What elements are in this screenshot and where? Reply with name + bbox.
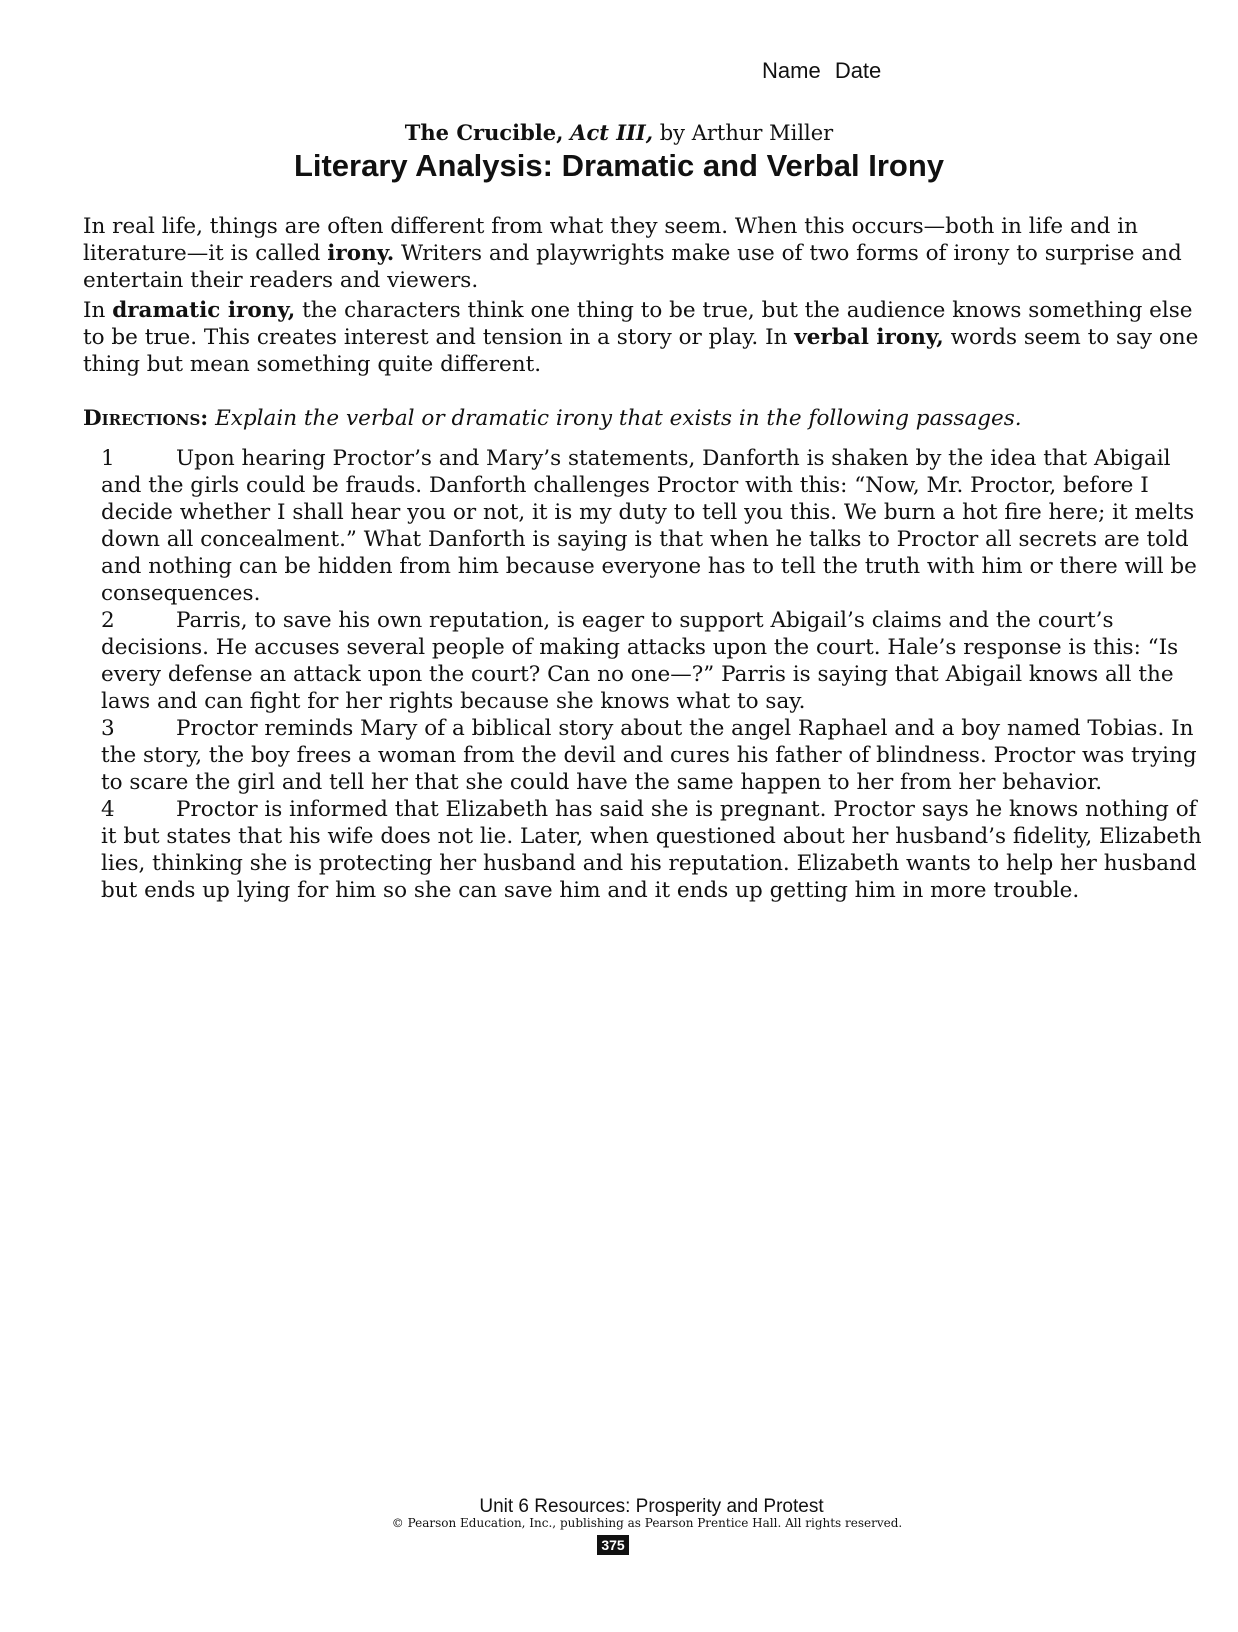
directions-text: Explain the verbal or dramatic irony that exists in the following passages. [215,406,1022,431]
intro1-text-a: In real life, things are often different from what they seem. When this occurs—both in life and in literature—it is called [83,214,1138,266]
name-label: Name [762,58,821,83]
question-answer: Parris, to save his own reputation, is eager to support Abigail’s claims and the court’s decisions. He accuses several people of making attacks upon the court. Hale’s response is this: “Is every defense an attack upon the court? Can no one—?” Parris is saying that Abigail knows all the laws and can fight for her rights because she knows what to say. [101,608,1179,714]
work-subtitle [0,120,1238,145]
directions [83,405,1203,432]
footer-unit: Unit 6 Resources: Prosperity and Protest [479,1496,824,1517]
page-number: 375 [597,1535,629,1555]
intro1-text-c: Writers and playwrights make use of two forms of irony to surprise and entertain their readers and viewers. [83,241,1182,293]
question-item [101,796,1206,904]
date-label: Date [834,58,882,83]
intro2-text-a: In [83,298,113,323]
question-number: 3 [101,716,115,741]
work-title: The Crucible, [404,120,564,145]
question-item [101,445,1206,607]
dramatic-irony-term: dramatic irony, [112,298,296,323]
act-label: Act III, [570,120,654,145]
intro2-text-c: the characters think one thing to be true, but the audience knows something else to be true. This creates interest and tension in a story or play. In [83,298,1193,350]
footer-copyright: © Pearson Education, Inc., publishing as Pearson Prentice Hall. All rights reserved. [391,1516,903,1530]
question-number: 4 [101,797,115,822]
question-item [101,607,1206,715]
verbal-irony-term: verbal irony, [794,325,944,350]
directions-label: Directions: [83,406,209,431]
question-number: 1 [101,446,115,471]
intro2-text-e: words seem to say one thing but mean something quite different. [83,325,1199,377]
question-answer: Proctor reminds Mary of a biblical story about the angel Raphael and a boy named Tobias. In the story, the boy frees a woman from the devil and cures his father of blindness. Proctor was trying to scare the girl and tell her that she could have the same happen to her from her behavior. [101,716,1197,795]
question-item [101,715,1206,796]
page-title: Literary Analysis: Dramatic and Verbal Irony [293,148,945,183]
question-answer: Upon hearing Proctor’s and Mary’s statements, Danforth is shaken by the idea that Abigail and the girls could be frauds. Danforth challenges Proctor with this: “Now, Mr. Proctor, before I decide whether I shall hear you or not, it is my duty to tell you this. We burn a hot fire here; it melts down all concealment.” What Danforth is saying is that when he talks to Proctor all secrets are told and nothing can be hidden from him because everyone has to tell the truth with him or there will be consequences. [101,446,1197,606]
question-number: 2 [101,608,115,633]
intro-paragraph-1 [83,213,1203,294]
name-date-header [762,58,881,84]
author-label: by Arthur Miller [659,121,834,145]
irony-term: irony. [327,241,395,266]
question-list [101,445,1206,904]
intro-paragraph-2 [83,297,1203,378]
question-answer: Proctor is informed that Elizabeth has said she is pregnant. Proctor says he knows nothing of it but states that his wife does not lie. Later, when questioned about her husband’s fidelity, Elizabeth lies, thinking she is protecting her husband and his reputation. Elizabeth wants to help her husband but ends up lying for him so she can save him and it ends up getting him in more trouble. [101,797,1202,903]
